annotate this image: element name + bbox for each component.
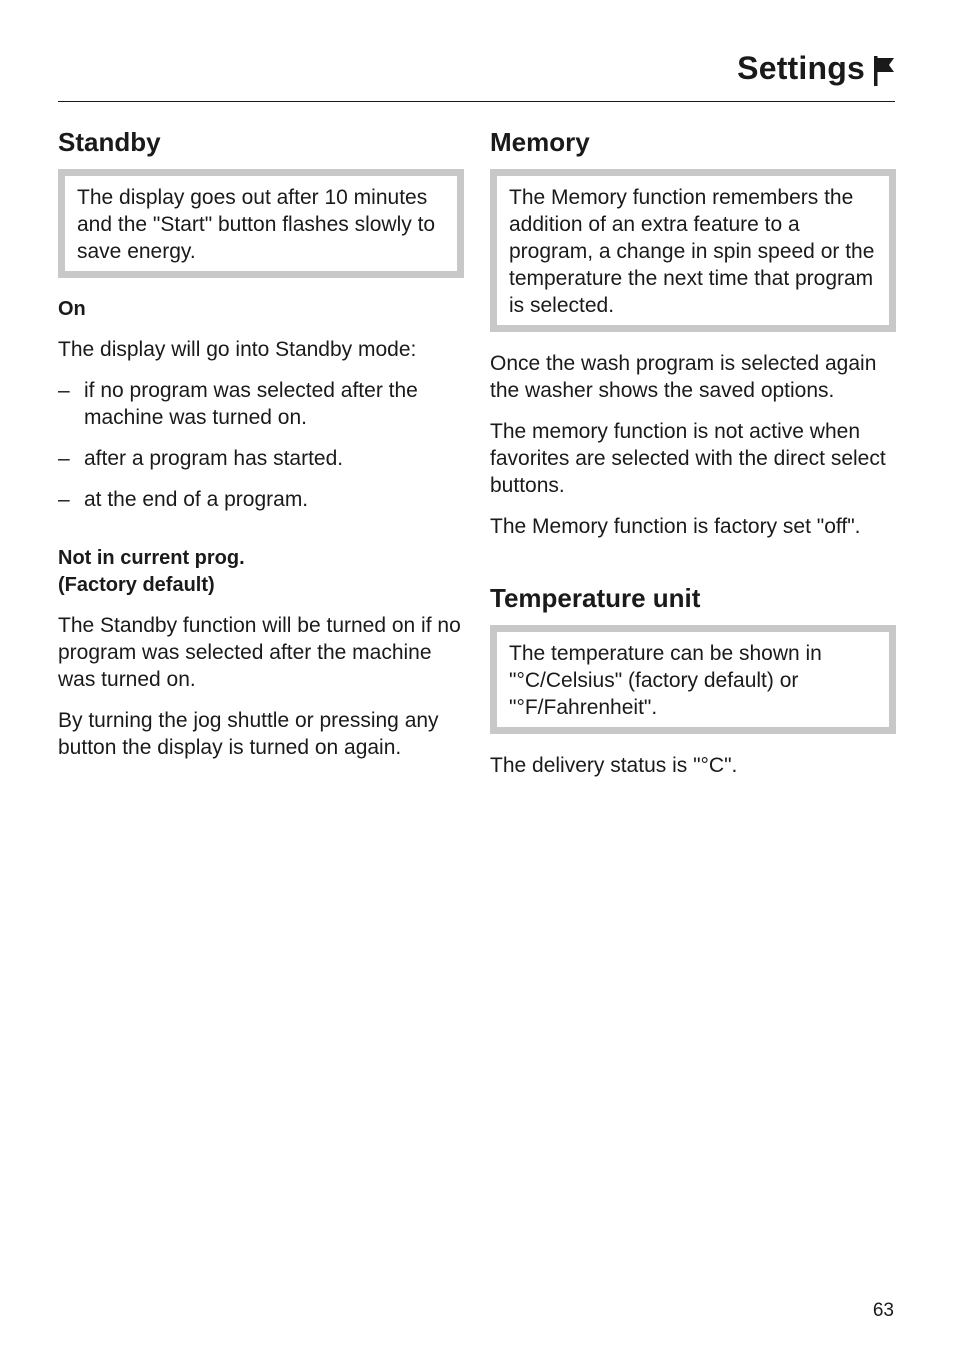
memory-heading: Memory xyxy=(490,127,590,157)
page-header xyxy=(58,44,895,102)
memory-para3: The Memory function is factory set "off". xyxy=(490,515,861,538)
list-item-text: if no program was selected after the machine was turned on. xyxy=(84,379,418,429)
dash-bullet: – xyxy=(58,488,70,511)
memory-section xyxy=(490,124,896,793)
not-current-subheading xyxy=(58,545,464,599)
memory-note-box xyxy=(490,169,896,332)
list-item xyxy=(58,377,464,431)
not-current-para1: The Standby function will be turned on if no program was selected after the machine was turned on. xyxy=(58,614,461,691)
page-title: Settings xyxy=(737,50,865,86)
temperature-note-text: The temperature can be shown in "°C/Celsius" (factory default) or "°F/Fahrenheit". xyxy=(509,642,822,719)
standby-section xyxy=(58,124,464,775)
on-subheading: On xyxy=(58,298,86,320)
standby-note-text: The display goes out after 10 minutes and the "Start" button flashes slowly to save energy. xyxy=(77,186,436,263)
dash-bullet: – xyxy=(58,379,70,402)
standby-note-box xyxy=(58,169,464,278)
temperature-note-box xyxy=(490,625,896,734)
memory-para2: The memory function is not active when favorites are selected with the direct select buttons. xyxy=(490,420,886,497)
not-current-heading-line1: Not in current prog. xyxy=(58,547,245,569)
standby-conditions-list xyxy=(58,377,464,513)
not-current-heading-line2: (Factory default) xyxy=(58,574,215,596)
not-current-para2: By turning the jog shuttle or pressing any button the display is turned on again. xyxy=(58,709,439,759)
memory-note-text: The Memory function remembers the addition of an extra feature to a program, a change in spin speed or the temperature the next time that program is selected. xyxy=(509,186,875,317)
flag-icon xyxy=(873,56,895,86)
list-item-text: after a program has started. xyxy=(84,447,344,470)
temperature-heading: Temperature unit xyxy=(490,583,701,613)
memory-para1: Once the wash program is selected again the washer shows the saved options. xyxy=(490,352,877,402)
list-item xyxy=(58,445,464,472)
dash-bullet: – xyxy=(58,447,70,470)
standby-heading: Standby xyxy=(58,127,161,157)
list-item-text: at the end of a program. xyxy=(84,488,309,511)
page-number: 63 xyxy=(872,1300,894,1321)
list-item xyxy=(58,486,464,513)
on-intro: The display will go into Standby mode: xyxy=(58,338,417,361)
temperature-para1: The delivery status is "°C". xyxy=(490,754,738,777)
